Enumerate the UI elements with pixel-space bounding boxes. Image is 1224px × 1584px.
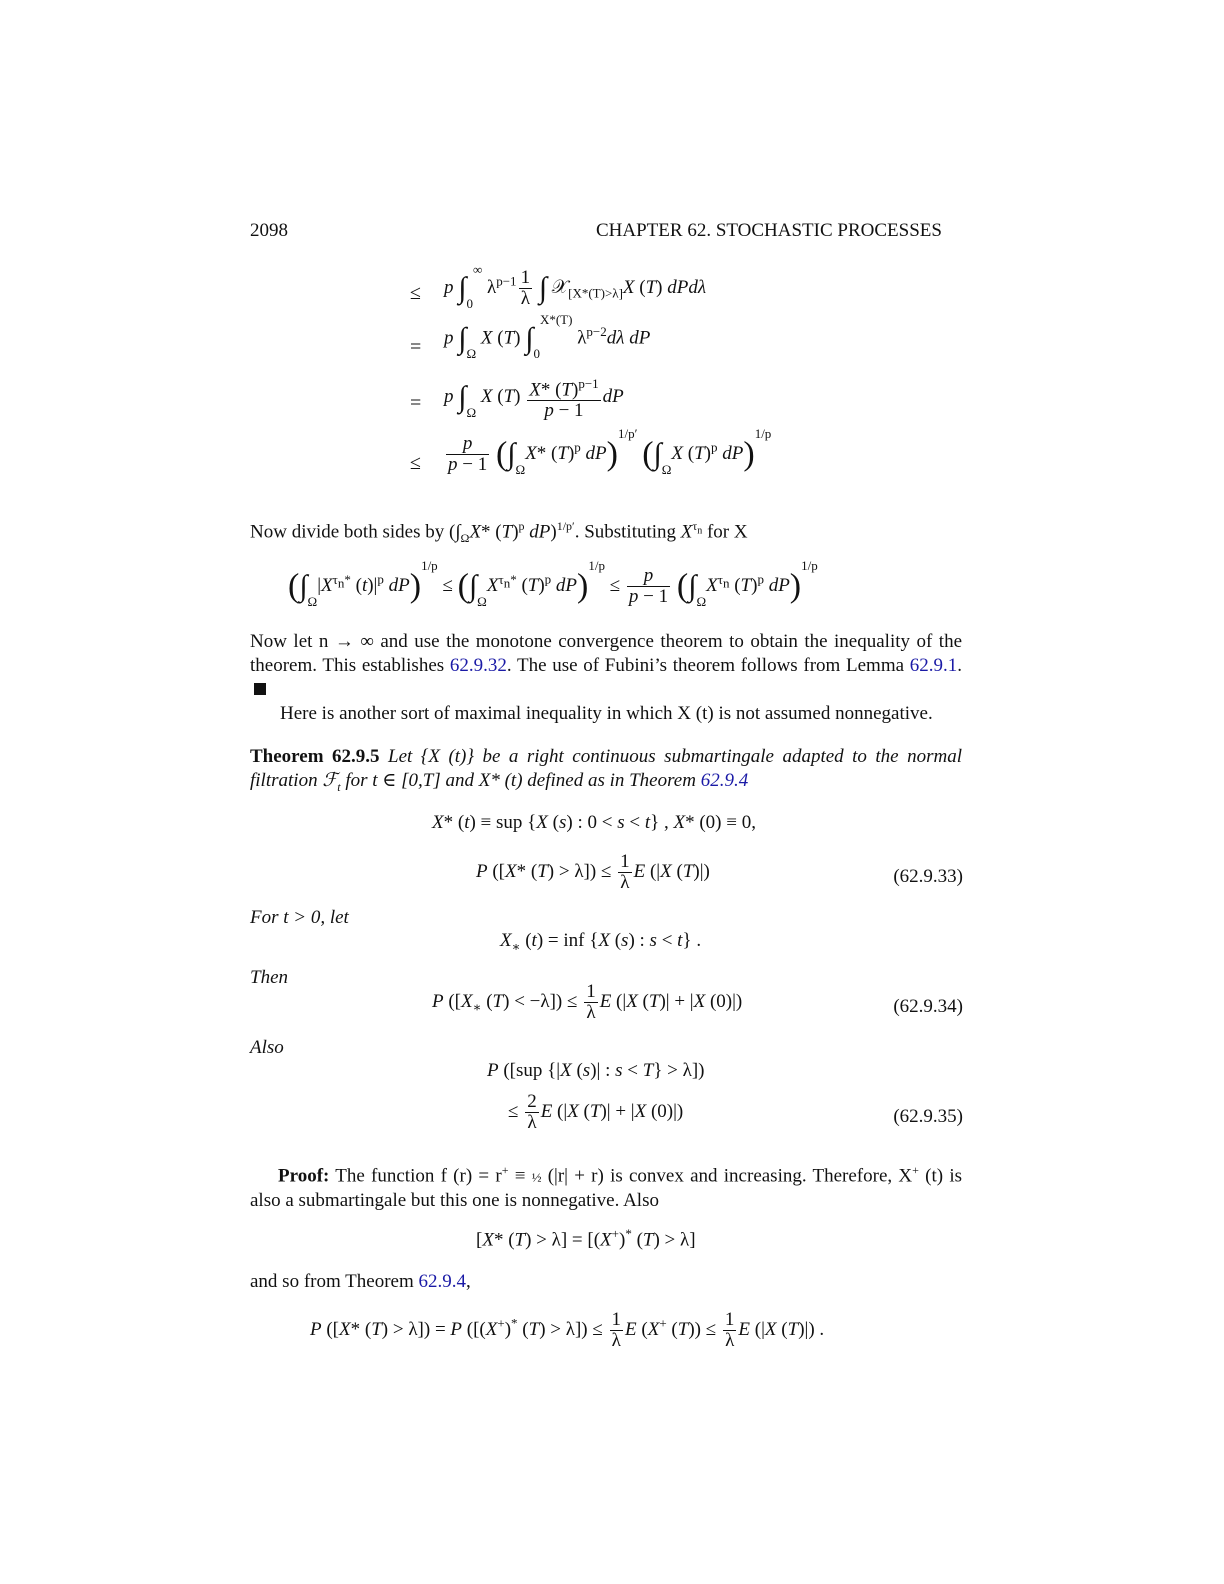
- final-inequality: P ([X* (T) > λ]) = P ([(X+)* (T) > λ]) ≤ $\frac{1}{\lambda}$ E (X+ (T)) ≤ $\frac{1}{\lambda}$ E (|X (T)|) .: [310, 1309, 825, 1351]
- equation-35-line-1: P ([sup {|X (s)| : s < T} > λ]): [487, 1060, 705, 1081]
- theorem-label: Theorem 62.9.5: [250, 746, 380, 767]
- theorem-statement: Theorem 62.9.5 Let {X (t)} be a right continuous submartingale adapted to the normal filtration ℱ$_t$ for t ∈ [0,T] and X* (t) defined as in Theorem 62.9.4: [250, 746, 962, 794]
- and-so-text: and so from Theorem: [250, 1271, 414, 1292]
- now-let-text: Now let n → ∞ and use the monotone convergence theorem to obtain the inequality of the theorem. This establishes: [250, 631, 962, 676]
- proof-text-1: The function f (r) = r: [335, 1165, 502, 1187]
- page-number: 2098: [250, 220, 288, 241]
- lemma-link[interactable]: 62.9.1: [909, 655, 958, 676]
- qed-icon: [254, 683, 266, 695]
- proof-label: Proof:: [278, 1165, 330, 1187]
- proof-paragraph: Proof: The function f (r) = r+ ≡ ½ (|r| + r) is convex and increasing. Therefore, X+ (t) is also a submartingale but this one is nonnegative. Also: [250, 1163, 963, 1212]
- theorem-text-tail: for t ∈ [0,T] and X* (t) defined as in Theorem: [340, 770, 696, 791]
- event-identity: [X* (T) > λ] = [(X+)* (T) > λ]: [476, 1226, 696, 1251]
- comma-text: ,: [466, 1271, 471, 1292]
- relation-symbol: ≤: [410, 452, 421, 474]
- divide-sentence: Now divide both sides by ($\int_\Omega X*$ $(T)^p$ dP)$^{1/p'}$. Substituting $X^{\tau_n}$ for X: [250, 519, 748, 546]
- relation-symbol: =: [410, 336, 422, 358]
- equation-34: P ([$X_∗$ (T) < −λ]) ≤ $\frac{1}{\lambda}$ E (|X (T)| + |X (0)|): [432, 981, 743, 1023]
- intro-sentence: Here is another sort of maximal inequality in which X (t) is not assumed nonnegative.: [280, 703, 933, 724]
- equation-line-4: $\frac{p}{p - 1}$ ($\int_\Omega X*$ $(T)^p$ dP)$^{1/p'}$ ($\int_\Omega X$ $(T)^p$ dP)$^{1/p}$: [448, 425, 772, 477]
- proof-text-2: (|r| + r) is convex and increasing. Therefore, X: [547, 1165, 913, 1187]
- equation-35-line-2: ≤ $\frac{2}{\lambda}$ E (|X (T)| + |X (0)|): [508, 1091, 684, 1133]
- inf-definition: $X_∗$ (t) = inf {X (s) : s < t} .: [500, 930, 702, 954]
- also-text: Also: [250, 1037, 284, 1058]
- relation-symbol: =: [410, 392, 422, 414]
- equation-line-1: p $\int_0^\infty$ $\lambda^{p-1}$ $\frac{1}{\lambda}$ ∫ 𝒳$_{[X*(T)>\lambda]}$X (T) dPdλ: [444, 261, 707, 311]
- divide-text: Now divide both sides by: [250, 521, 445, 543]
- equation-line-3: p $\int_\Omega$ X (T) $\frac{X* (T)^{p-1}}{p - 1}$ dP: [444, 376, 624, 422]
- fubini-text: . The use of Fubini’s theorem follows from Lemma: [506, 655, 905, 676]
- and-so-sentence: [250, 1270, 471, 1294]
- proof-theorem-link[interactable]: 62.9.4: [418, 1271, 466, 1292]
- equation-link[interactable]: 62.9.32: [449, 655, 507, 676]
- sup-definition: X* (t) ≡ sup {X (s) : 0 < s < t} , X* (0) ≡ 0,: [432, 812, 756, 833]
- substituting-text: . Substituting: [574, 521, 677, 543]
- theorem-text: Let {X (t)} be a right continuous submartingale adapted to the normal filtration ℱ: [250, 746, 962, 791]
- for-x-text: for X: [706, 521, 748, 543]
- for-t-text: For t > 0, let: [250, 907, 349, 928]
- equation-number: (62.9.35): [893, 1106, 963, 1127]
- stopped-inequality: ($\int_\Omega|X^{\tau_n*}$ $(t)|^p$ $dP)^{1/p} \le (\int_\Omega X^{\tau_n*}$ $(T)^p$ dP)$^{1/p}$ ≤ $\frac{p}{p - 1}$ ($\int_\Omega X^{\tau_n}$ $(T)^p$ dP)$^{1/p}$: [288, 557, 818, 609]
- equation-number: (62.9.33): [893, 866, 963, 887]
- equation-line-2: p $\int_\Omega$ X (T) $\int_0^{X*(T)}$ $\lambda^{p-2}d\lambda$ dP: [444, 312, 651, 362]
- running-header: CHAPTER 62. STOCHASTIC PROCESSES: [596, 220, 942, 241]
- theorem-link[interactable]: 62.9.4: [700, 770, 749, 791]
- period-text: .: [957, 655, 962, 676]
- conclusion-paragraph: [250, 630, 962, 702]
- proof-text-3: (t) is also a submartingale but this one is nonnegative. Also: [250, 1165, 963, 1212]
- equation-33: P ([X* (T) > λ]) ≤ $\frac{1}{\lambda}$ E (|X (T)|): [476, 851, 710, 893]
- relation-symbol: ≤: [410, 282, 421, 304]
- equation-number: (62.9.34): [893, 996, 963, 1017]
- then-text: Then: [250, 967, 288, 988]
